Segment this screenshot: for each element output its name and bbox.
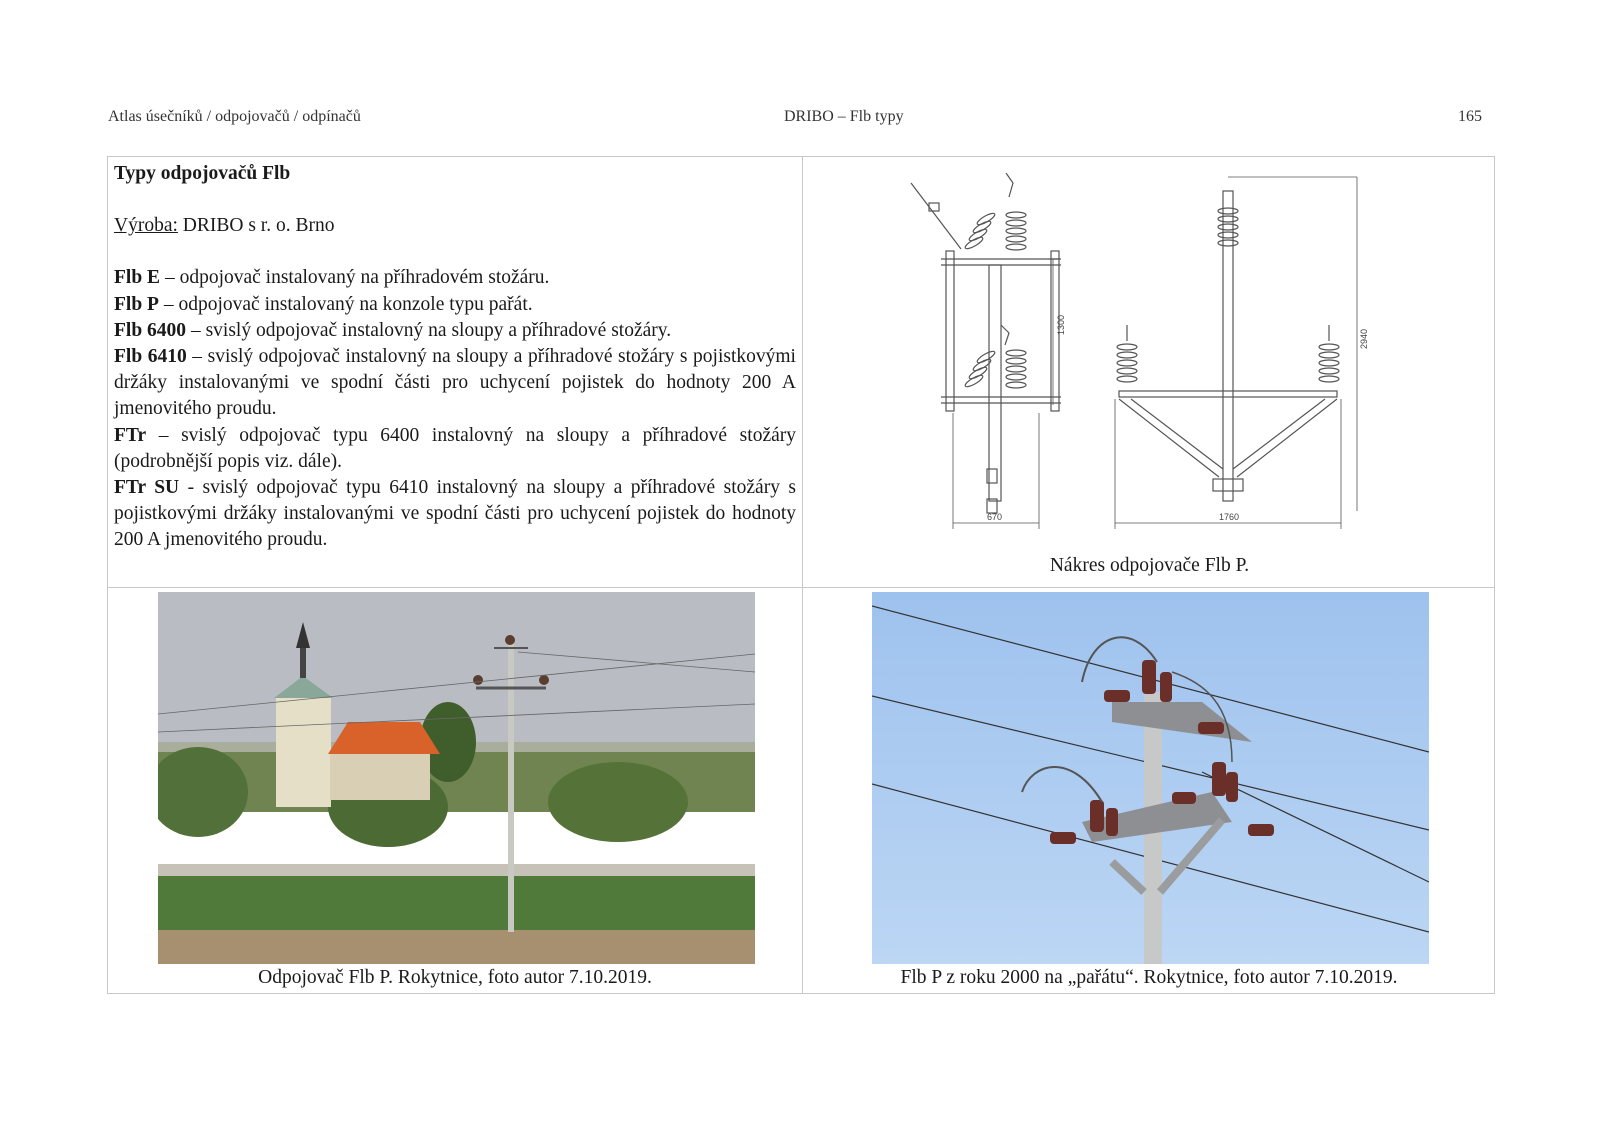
drawing-caption: Nákres odpojovače Flb P. — [1049, 555, 1250, 576]
type-item — [114, 292, 796, 318]
description-cell — [114, 161, 796, 554]
photo-village-pole — [158, 592, 755, 964]
type-code: Flb 6400 — [114, 319, 187, 341]
photo-caption-left: Odpojovač Flb P. Rokytnice, foto autor 7.10.2019. — [258, 967, 652, 988]
production-value: DRIBO s r. o. Brno — [177, 215, 335, 237]
photo-caption-right: Flb P z roku 2000 na „pařátu“. Rokytnice, foto autor 7.10.2019. — [900, 967, 1398, 988]
type-list — [114, 265, 796, 553]
drawing-cell — [803, 157, 1496, 587]
type-code: FTr — [114, 424, 147, 446]
type-item — [114, 265, 796, 291]
type-item — [114, 475, 796, 554]
type-text: – svislý odpojovač instalovný na sloupy a příhradové stožáry. — [186, 319, 672, 341]
dim-label-height-left: 1300 — [1056, 314, 1066, 335]
insulator-stack-front — [1117, 208, 1339, 382]
technical-drawing — [901, 173, 1381, 533]
type-item — [114, 423, 796, 475]
photo-disconnector-detail — [872, 592, 1429, 964]
shaft — [989, 265, 1001, 501]
running-header-title: Atlas úsečníků / odpojovačů / odpínačů — [108, 108, 361, 125]
dim-label-height-right: 2940 — [1359, 328, 1369, 349]
frame-post-left — [946, 251, 954, 411]
type-code: Flb E — [114, 267, 161, 289]
type-text: - svislý odpojovač typu 6410 instalovný na sloupy a příhradové stožáry s pojistkovými držáky instalovanými ve spodní části pro uchycení pojistek do hodnoty 200 A jmenovitého proudu. — [114, 477, 796, 551]
type-code: Flb 6410 — [114, 346, 187, 368]
insulator-stack — [964, 211, 1026, 388]
section-title: Typy odpojovačů Flb — [114, 163, 291, 184]
type-text: – svislý odpojovač typu 6400 instalovný na sloupy a příhradové stožáry (podrobnější popis viz. dále). — [114, 424, 796, 472]
type-text: – svislý odpojovač instalovný na sloupy a příhradové stožáry s pojistkovými držáky instalovanými ve spodní části pro uchycení pojistek do hodnoty 200 A jmenovitého proudu. — [114, 346, 796, 420]
content-table — [107, 156, 1495, 994]
dim-label-width-left: 670 — [987, 512, 1003, 522]
type-item — [114, 344, 796, 423]
production-line — [114, 213, 796, 239]
type-item — [114, 318, 796, 344]
type-text: – odpojovač instalovaný na příhradovém stožáru. — [160, 267, 550, 289]
production-label: Výroba: — [114, 215, 178, 237]
type-code: FTr SU — [114, 477, 180, 499]
type-text: – odpojovač instalovaný na konzole typu pařát. — [158, 293, 533, 315]
page-number: 165 — [1458, 108, 1482, 125]
running-header-section: DRIBO – Flb typy — [784, 108, 904, 125]
dim-label-width-right: 1760 — [1219, 512, 1240, 522]
type-code: Flb P — [114, 293, 159, 315]
table-divider-horizontal — [108, 587, 1494, 588]
